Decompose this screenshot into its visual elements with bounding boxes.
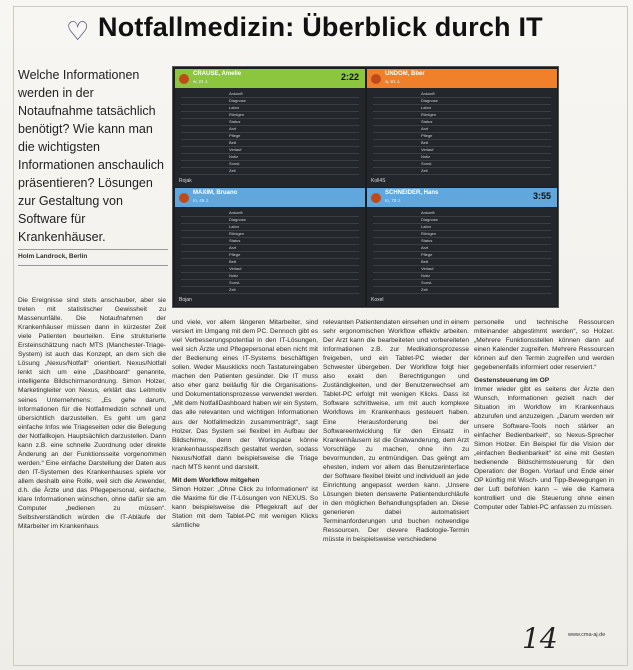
patient-card-header — [367, 69, 557, 88]
article-lead: Welche Informationen werden in der Notaufnahme tatsächlich benötigt? Wie kann man die wichtigsten Informationen anschaulich präsentieren? Lösungen zur Gestaltung von Software für Krankenhäuser. — [18, 68, 164, 244]
patient-wait-time: 2:22 — [340, 72, 359, 82]
patient-data-row: Verlauf — [181, 266, 359, 273]
patient-data-row: Bett — [373, 140, 551, 147]
patient-status-icon — [179, 74, 189, 84]
body-column-3 — [323, 318, 469, 544]
patient-data-row: Röntgen — [181, 231, 359, 238]
patient-data-row: Zeit — [181, 168, 359, 175]
patient-data-row: Bett — [373, 259, 551, 266]
patient-status-icon — [179, 193, 189, 203]
patient-data-row: Ankunft — [373, 210, 551, 217]
patient-card-footer: Bojan — [179, 297, 192, 303]
patient-data-rows — [181, 210, 359, 294]
patient-data-row: Labor — [181, 105, 359, 112]
patient-data-row: Labor — [373, 105, 551, 112]
patient-data-row: Zeit — [373, 168, 551, 175]
patient-name: MAXIM, Bruano — [193, 190, 238, 196]
patient-data-row: Diagnose — [373, 217, 551, 224]
patient-data-rows — [373, 210, 551, 294]
patient-card-header — [175, 188, 365, 207]
patient-data-row: Bett — [181, 140, 359, 147]
patient-info: m, 45 J. — [193, 198, 210, 203]
patient-card-footer: Koll4S — [371, 178, 386, 184]
patient-data-row: Verlauf — [373, 266, 551, 273]
patient-data-row: Röntgen — [373, 231, 551, 238]
handwritten-mark-icon: ♡ — [66, 17, 90, 47]
patient-data-row: Sonst. — [181, 161, 359, 168]
patient-data-rows — [373, 91, 551, 175]
patient-data-row: Sonst. — [373, 161, 551, 168]
page-number: 14 — [522, 622, 558, 655]
byline-rule-top — [18, 249, 168, 250]
column-4-text-continued: Immer wieder gibt es seitens der Ärzte den Wunsch, Informationen gezielt nach der Situation im Workflow im Krankenhaus abzurufen und anzuzeigen. „Darum werden wir unsere Software-Tools noch stärker an einfacher Bedienbarkeit“, so Nexus-Sprecher Simon Holzer. Ein Beispiel für die Vision der „einfachen Bedienbarkeit“ ist eine mit Gesten bedienende Bildschirmsteuerung für den Operation: der Bogen. Vorlauf und Ende einer OP künftig mit Wisch- und Tipp-Bewegungen in der Luft befohlen kann – wie die Kamera kontrolliert und die Steuerung ohne einen Computer oder Tablet-PC anfassen zu müssen. — [474, 386, 614, 511]
patient-data-row: Diagnose — [181, 98, 359, 105]
patient-data-row: Verlauf — [181, 147, 359, 154]
patient-data-row: Verlauf — [373, 147, 551, 154]
patient-data-row: Notiz — [373, 154, 551, 161]
dashboard-patient-card — [367, 188, 557, 306]
article-byline: Holm Landrock, Berlin — [18, 253, 88, 260]
patient-info: w, 61 J. — [385, 79, 401, 84]
patient-data-row: Sonst. — [373, 280, 551, 287]
body-column-1 — [18, 296, 166, 531]
patient-data-row: Status — [181, 119, 359, 126]
patient-data-row: Arzt — [373, 126, 551, 133]
column-2-text-continued: Simon Holzer: „Ohne Click zu Informationen“ ist die Maxime für die IT-Lösungen von NEXUS. So kann beispielsweise die Pflegekraft auf der Station mit dem Tablet-PC mit wenigen Klicks sämtliche — [172, 485, 318, 530]
patient-data-row: Arzt — [181, 126, 359, 133]
patient-data-row: Notiz — [373, 273, 551, 280]
byline-rule-bottom — [18, 265, 168, 266]
patient-data-row: Zeit — [181, 287, 359, 294]
patient-wait-time: 3:55 — [532, 191, 551, 201]
patient-name: SCHNEIDER, Hans — [385, 190, 439, 196]
patient-data-row: Ankunft — [373, 91, 551, 98]
dashboard-patient-card — [367, 69, 557, 187]
patient-data-row: Notiz — [181, 154, 359, 161]
patient-card-header — [367, 188, 557, 207]
patient-data-row: Pflege — [181, 133, 359, 140]
patient-data-row: Labor — [181, 224, 359, 231]
patient-data-row: Arzt — [373, 245, 551, 252]
column-3-text: relevanten Patientendaten einsehen und in einem sehr ergonomischen Workflow effektiv arbeiten. Der Arzt kann die bearbeiteten und vorbereiteten Informationen z.B. zur Medikationsprozesse freigeben, und ein Tablet-PC wieder der Schwester übergeben. Der Workflow folgt hier also exakt den Berechtigungen und Zuständigkeiten, und der Benutzerwechsel am Tablet-PC erfolgt mit wenigen Klicks. Dass ist Software schrittweise, um mit auch komplexe Workflows im Krankenhaus gesteuert haben. Eine Herausforderung bei der Softwareentwicklung für den Einsatz in Krankenhäusern ist die Gratwanderung, dem Arzt Vorschläge zu machen, ohne ihn zu bevormunden, zu entmündigen. Das gelingt am ehesten, indem vor allem das Benutzerinterface der Software flexibel bleibt und individuell an jede Einrichtung angepasst werden kann. „Unsere Lösungen bieten denswerte Patientendurchläufe in den möglichen Behandlungspfaden an. Diese generieren dabei automatisiert Terminanforderungen und buchen notwendige Ressourcen. Der clevere Radiologie-Termin müsste in beispielsweise verschiedene — [323, 319, 469, 544]
column-1-text: Die Ereignisse sind stets anschauber, aber sie treten mit statistischer Gewissheit zu Massenunfälle. Die Notaufnahmen der Krankenhäuser müssen dann in kürzester Zeit viele Patienten beurteilen. Eine strukturierte Ersteinschätzung nach MTS (Manchester-Triage-System) ist auch das Konzept, an dem sich die Lösung „Nexus/Notfall“ orientiert. Nexus/Notfall lenkt sich um eine „Dashboard“ genannte, intelligente Bildschirmanordnung. Simon Holzer, Marketingleiter von Nexus, erklärt das Leitmotiv seines Unternehmens: „Es gehe darum, Informationen für die Notfallmedizin schnell und übersichtlich darzustellen. Es geht um ganz einfache Infos wie Triageseiten oder die Belegung der Notfallkojen. Hauptsächlich darzustellen. Dann kann z.B. eine schnelle Zuordnung oder direkte Änderung an der Funktionsseite vorgenommen werden.“ Eine einfache Darstellung der Daten aus den IT-Systemen des Krankenhauses spiele vor allem deshalb eine Rolle, weil sich die Anwender, d.h. die Ärzte und das Pflegepersonal, einfache, klare Informationen wünschen, ohne dafür sie am Computer „bedienen zu müssen“. Selbstverständlich würden die IT-Abläufe der Mitarbeiter im Krankenhaus — [18, 297, 166, 531]
patient-status-icon — [371, 74, 381, 84]
patient-data-row: Status — [181, 238, 359, 245]
article-title: Notfallmedizin: Überblick durch IT — [98, 12, 543, 42]
patient-data-row: Sonst. — [181, 280, 359, 287]
body-column-2 — [172, 318, 318, 530]
patient-card-footer: Rojak — [179, 178, 192, 184]
patient-data-row: Pflege — [373, 133, 551, 140]
patient-status-icon — [371, 193, 381, 203]
patient-data-row: Diagnose — [373, 98, 551, 105]
patient-name: UNDOM, Bber — [385, 71, 425, 77]
patient-data-row: Ankunft — [181, 91, 359, 98]
patient-data-row: Notiz — [181, 273, 359, 280]
dashboard-patient-card — [175, 69, 365, 187]
column-4-text: personelle und technische Ressourcen miteinander abgestimmt werden“, so Holzer. „Mehrere Funktionsstellen können dann auf einen Kalender zugreifen. Mehrere Ressourcen können auf den Termin zugreifen und werden gegebenenfalls informiert oder reserviert.“ — [474, 319, 614, 372]
patient-data-row: Status — [373, 238, 551, 245]
patient-card-header — [175, 69, 365, 88]
body-column-4 — [474, 318, 614, 512]
dashboard-screenshot — [172, 66, 559, 308]
patient-info: w, 24 J. — [193, 79, 209, 84]
patient-data-row: Pflege — [181, 252, 359, 259]
patient-data-rows — [181, 91, 359, 175]
column-4-heading: Gestensteuerung im OP — [474, 377, 550, 385]
patient-data-row: Zeit — [373, 287, 551, 294]
dashboard-patient-card — [175, 188, 365, 306]
footer-url: www.cma-aj.de — [568, 632, 606, 638]
patient-data-row: Labor — [373, 224, 551, 231]
patient-data-row: Röntgen — [181, 112, 359, 119]
patient-data-row: Status — [373, 119, 551, 126]
patient-data-row: Diagnose — [181, 217, 359, 224]
patient-data-row: Arzt — [181, 245, 359, 252]
patient-data-row: Bett — [181, 259, 359, 266]
patient-data-row: Ankunft — [181, 210, 359, 217]
patient-data-row: Pflege — [373, 252, 551, 259]
patient-card-footer: Koxel — [371, 297, 384, 303]
patient-name: CRAUSE, Amelie — [193, 71, 242, 77]
patient-info: m, 70 J. — [385, 198, 402, 203]
patient-data-row: Röntgen — [373, 112, 551, 119]
column-2-heading: Mit dem Workflow mitgehen — [172, 476, 260, 484]
column-2-text: und viele, vor allem längeren Mitarbeiter, sind versiert im Umgang mit dem PC. Dennoch gibt es viel Verbesserungspotential in den IT-Lösungen, weil sich Ärzte und Pflegepersonal eben nicht mit der Bedienung eines IT-Systems beschäftigen sollen. Weder Mausklicks noch Tastatureingaben machen den Patienten gesünder. Die IT muss also eher ganz beiläufig für die Organisations- und Dokumentationsprozesse verwendet werden. „Mit dem NotfallDashboard haben wir ein System, das alle relevanten und wichtigen Informationen aus der Notfallmedizin zusammenträgt“, sagt Holzer. Das System sei flexibel im Aufbau der Bildschirme, denn der Workspace könne krankenhausspezifisch gestaltet werden, sodass Nexus/Notfall dann beispielsweise die Triage nach MTS kennt und darstellt. — [172, 319, 318, 471]
